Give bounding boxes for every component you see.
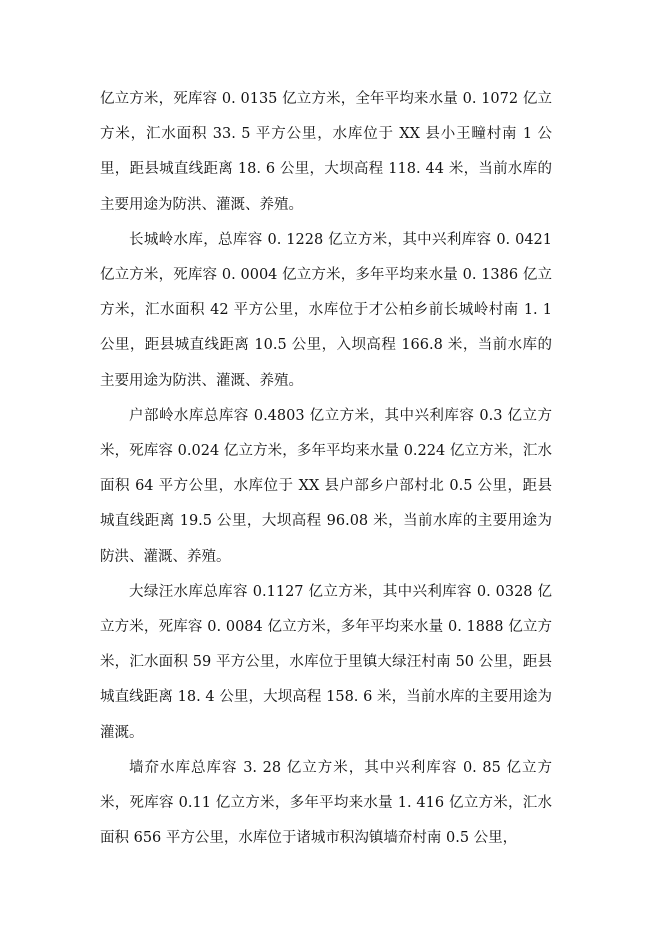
paragraph-dalvwang-reservoir: 大绿汪水库总库容 0.1127 亿立方米，其中兴利库容 0. 0328 亿立方米，死库容 0. 0084 亿立方米，多年平均来水量 0. 1888 亿立方米，汇水面积 59 平方公里，水库位于里镇大绿汪村南 50 公里，距县城直线距离 18. 4 公里，大坝高程 158. 6 米，当前水库的主要用途为灌溉。 <box>100 583 552 741</box>
paragraph-qiangjie-reservoir: 墙夼水库总库容 3. 28 亿立方米，其中兴利库容 0. 85 亿立方米，死库容 0.11 亿立方米，多年平均来水量 1. 416 亿立方米，汇水面积 656 平方公里，水库位于诸城市积沟镇墙夼村南 0.5 公里， <box>100 759 552 847</box>
paragraph-changchengling-reservoir: 长城岭水库，总库容 0. 1228 亿立方米，其中兴利库容 0. 0421 亿立方米，死库容 0. 0004 亿立方米，多年平均来水量 0. 1386 亿立方米，汇水面积 42 平方公里，水库位于才公柏乡前长城岭村南 1. 1 公里，距县城直线距离 10.5 公里，入坝高程 166.8 米，当前水库的主要用途为防洪、灌溉、养殖。 <box>100 231 552 389</box>
body-text <box>100 82 552 856</box>
paragraph-continuation: 亿立方米，死库容 0. 0135 亿立方米，全年平均来水量 0. 1072 亿立方米，汇水面积 33. 5 平方公里，水库位于 XX 县小王疃村南 1 公里，距县城直线距离 18. 6 公里，大坝高程 118. 44 米，当前水库的主要用途为防洪、灌溉、养殖。 <box>100 91 552 213</box>
paragraph-hubuling-reservoir: 户部岭水库总库容 0.4803 亿立方米，其中兴利库容 0.3 亿立方米，死库容 0.024 亿立方米，多年平均来水量 0.224 亿立方米，汇水面积 64 平方公里，水库位于 XX 县户部乡户部村北 0.5 公里，距县城直线距离 19.5 公里，大坝高程 96.08 米，当前水库的主要用途为防洪、灌溉、养殖。 <box>100 407 552 565</box>
